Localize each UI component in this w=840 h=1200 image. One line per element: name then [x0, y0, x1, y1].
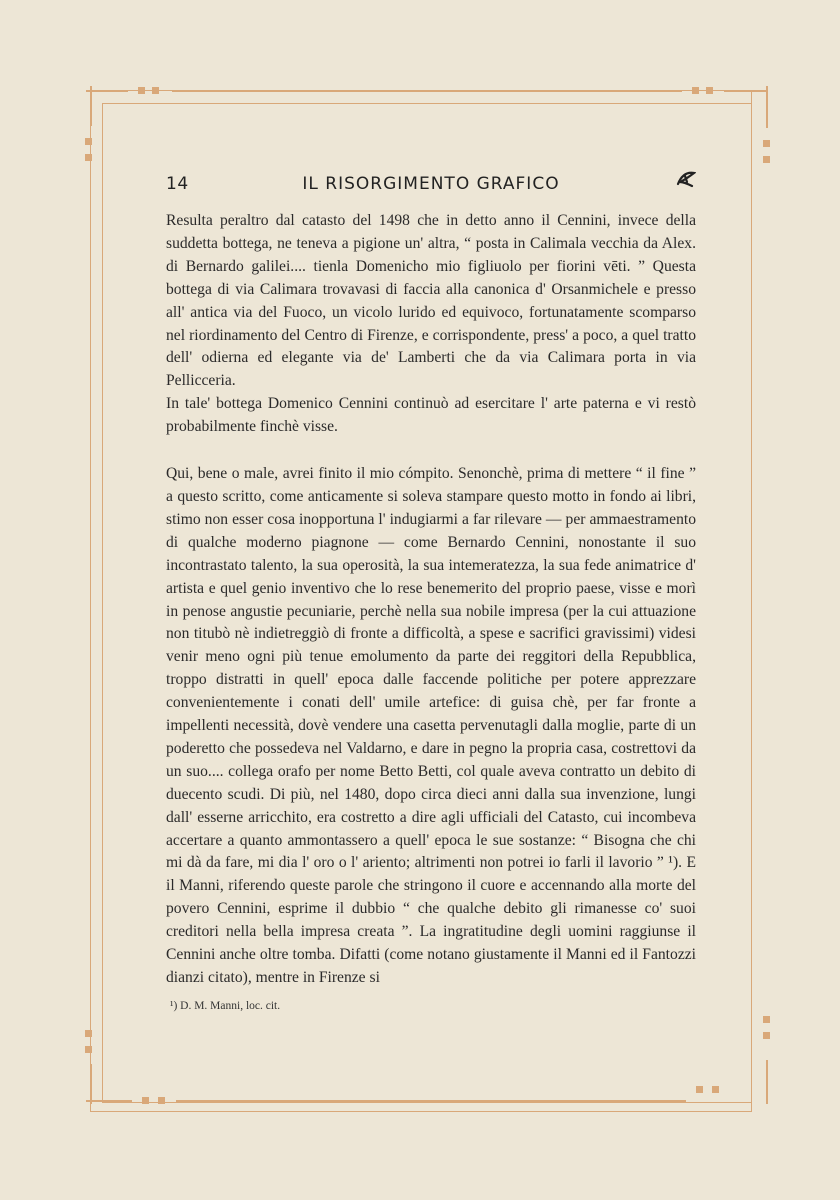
ornament-leaf-icon — [676, 170, 696, 193]
top-rule-left — [86, 90, 128, 92]
border-dot — [763, 140, 770, 147]
top-rule-middle — [172, 90, 682, 92]
border-dot — [712, 1086, 719, 1093]
border-dot — [85, 1030, 92, 1037]
page-number: 14 — [166, 174, 189, 194]
running-header — [166, 172, 696, 198]
border-dot — [763, 1032, 770, 1039]
border-dot — [85, 154, 92, 161]
border-dot — [696, 1086, 703, 1093]
right-rule-top — [766, 86, 768, 128]
footnote: ¹) D. M. Manni, loc. cit. — [170, 1000, 281, 1012]
paragraph-gap — [166, 439, 696, 463]
right-rule-bottom — [766, 1060, 768, 1104]
border-dot — [158, 1097, 165, 1104]
border-dot — [692, 87, 699, 94]
border-dot — [138, 87, 145, 94]
paragraph-2: In tale' bottega Domenico Cennini continuò ad esercitare l' arte paterna e vi restò probabilmente finchè visse. — [166, 395, 696, 436]
left-rule-bottom — [90, 1064, 92, 1104]
border-dot — [763, 156, 770, 163]
paragraph-1: Resulta peraltro dal catasto del 1498 che in detto anno il Cennini, invece della suddetta bottega, ne teneva a pigione un' altra, “ posta in Calimala vecchia da Alex. di Bernardo galilei.... tienla Domenicho mio figliuolo per fiorini vēti. ” Questa bottega di via Calimara trovavasi di faccia alla canonica d' Orsanmichele e presso all' antica via del Fuoco, un vicolo lurido ed equivoco, fortunatamente scomparso nel riordinamento del Centro di Firenze, e corrispondente, press' a poco, a quel tratto dell' odierna ed elegante via de' Lamberti che da via Calimara porta in via Pellicceria. — [166, 212, 696, 390]
bottom-rule-middle — [176, 1100, 686, 1102]
article-body — [166, 210, 696, 990]
border-dot — [142, 1097, 149, 1104]
border-dot — [85, 1046, 92, 1053]
left-rule-top — [90, 86, 92, 126]
border-dot — [706, 87, 713, 94]
border-dot — [763, 1016, 770, 1023]
top-rule-right — [724, 90, 768, 92]
bottom-rule-left — [86, 1100, 132, 1102]
border-dot — [152, 87, 159, 94]
border-dot — [85, 138, 92, 145]
paragraph-3: Qui, bene o male, avrei finito il mio cómpito. Senonchè, prima di mettere “ il fine ” a questo scritto, come anticamente si soleva stampare questo motto in fondo ai libri, stimo non esser cosa inopportuna l' indugiarmi a far rilevare — per ammaestramento di qualche moderno piagnone — come Bernardo Cennini, nonostante il suo incontrastato talento, la sua operosità, la sua intemeratezza, la sua fede animatrice d' artista e quel genio inventivo che lo rese benemerito del proprio paese, visse e morì in penose angustie pecuniarie, perchè nella sua nobile impresa (per la cui attuazione non titubò nè indietreggiò di fronte a difficoltà, a spese e sacrifici gravissimi) videsi venir meno ogni più tenue emolumento da parte dei reggitori della Repubblica, troppo distratti in quell' epoca dalle faccende politiche per potere apprezzare convenientemente i conati dell' umile artefice: di guisa chè, per far fronte a impellenti necessità, dovè vendere una casetta pervenutagli dalla moglie, parte di un poderetto che possedeva nel Valdarno, e dare in pegno la propria casa, costrettovi da un suo.... collega orafo per nome Betto Betti, col quale aveva contratto un debito di duecento scudi. Di più, nel 1480, dopo circa dieci anni dalla sua invenzione, lungi dall' esserne arricchito, era costretto a dire agli ufficiali del Catasto, cui incombeva accertare a quanto ammontassero a quell' epoca le sue sostanze: “ Bisogna che chi mi dà da fare, mi dia l' oro o l' ariento; altrimenti non potrei io farli il lavorio ” ¹). E il Manni, riferendo queste parole che stringono il cuore e accennando alla morte del povero Cennini, esprime il dubbio “ che qualche debito gli rimanesse co' suoi creditori nella bella impresa creata ”. La ingratitudine degli uomini raggiunse il Cennini anche oltre tomba. Difatti (come notano giustamente il Manni ed il Fantozzi dianzi citato), mentre in Firenze si — [166, 465, 696, 986]
running-title: IL RISORGIMENTO GRAFICO — [302, 174, 560, 194]
